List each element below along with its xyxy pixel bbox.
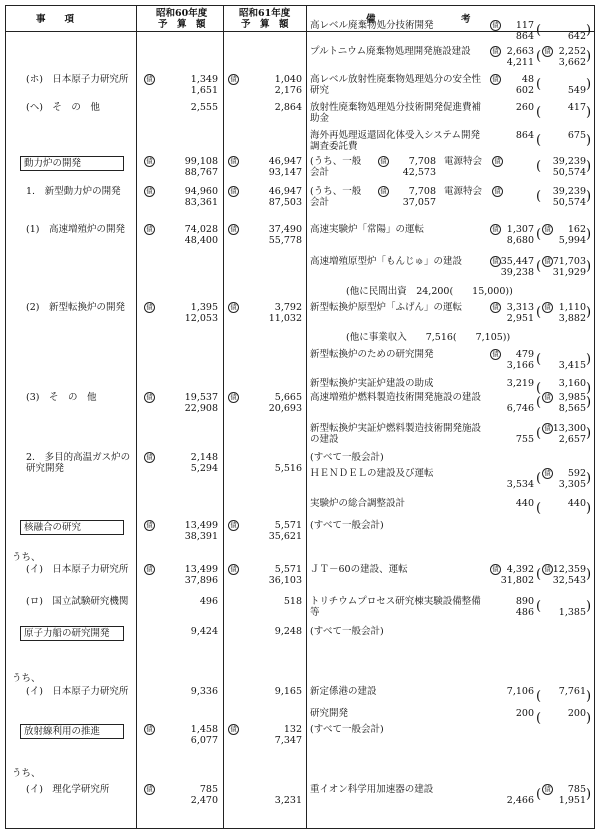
marker-icon: 債 bbox=[228, 392, 239, 403]
marker-icon: 債 bbox=[542, 46, 553, 57]
remark-fy60-amount: 117 bbox=[515, 20, 534, 31]
remark-fy61-amount: 7,761 bbox=[558, 686, 586, 697]
remark-fy60-amount: 864 bbox=[515, 130, 534, 141]
section-title: 原子力船の研究開発 bbox=[20, 626, 124, 641]
paren-close: ) bbox=[586, 133, 592, 148]
fy61-amount: 46,947 bbox=[268, 156, 302, 167]
item-label: (イ) 理化学研究所 bbox=[26, 784, 110, 795]
remark-note: (他に事業収入 7,516( 7,105)) bbox=[346, 332, 511, 343]
remark-fy60-amount: 48 bbox=[521, 74, 534, 85]
remark-fy61-amount: 12,359 bbox=[552, 564, 586, 575]
remark-fy61-amount-2: 3,882 bbox=[558, 313, 586, 324]
remark-fy60-amount: 2,663 bbox=[506, 46, 534, 57]
fy60-amount: 74,028 bbox=[184, 224, 218, 235]
remark-text: 高速増殖炉燃料製造技術開発施設の建設 bbox=[310, 392, 482, 403]
paren-open: ( bbox=[536, 711, 542, 726]
remark-fy60-amount-2: 4,211 bbox=[506, 57, 534, 68]
header-fy61: 昭和61年度 bbox=[239, 8, 291, 19]
marker-icon: 債 bbox=[490, 564, 501, 575]
paren-open: ( bbox=[536, 352, 542, 367]
remark-fy61-amount-2: 1,385 bbox=[558, 607, 586, 618]
remark-fy60-amount-2: 31,802 bbox=[500, 575, 534, 586]
remark-fy60-amount: 7,106 bbox=[506, 686, 534, 697]
fy61-amount: 518 bbox=[283, 596, 302, 607]
fy60-amount: 1,349 bbox=[190, 74, 218, 85]
remark-fy61-amount-2: 50,574 bbox=[552, 197, 586, 208]
remark-fy60-amount: 260 bbox=[515, 102, 534, 113]
remark-fy61-amount: 162 bbox=[567, 224, 586, 235]
paren-close: ) bbox=[586, 305, 592, 320]
remark-fy61-amount-2: 1,951 bbox=[558, 795, 586, 806]
fy60-amount-electric: 2,470 bbox=[190, 795, 218, 806]
fy61-amount-electric: 20,693 bbox=[268, 403, 302, 414]
column-divider bbox=[306, 6, 307, 828]
marker-icon: 債 bbox=[542, 784, 553, 795]
remark-text: プルトニウム廃棄物処理開発施設建設 bbox=[310, 46, 471, 57]
paren-open: ( bbox=[536, 787, 542, 802]
column-divider bbox=[223, 6, 224, 828]
paren-close: ) bbox=[586, 599, 592, 614]
remark-fy61-amount-2: 642 bbox=[567, 31, 586, 42]
fy60-amount: 13,499 bbox=[184, 564, 218, 575]
remark-fy60-amount: 3,313 bbox=[506, 302, 534, 313]
marker-icon: 債 bbox=[144, 520, 155, 531]
fy60-amount-electric: 1,651 bbox=[190, 85, 218, 96]
item-label: (イ) 日本原子力研究所 bbox=[26, 686, 129, 697]
remark-fy61-amount-2: 50,574 bbox=[552, 167, 586, 178]
remark-text: 研究開発 bbox=[310, 708, 349, 719]
fy60-amount: 13,499 bbox=[184, 520, 218, 531]
remark-general-amount-2: 42,573 bbox=[402, 167, 436, 178]
remark-fy61-amount-2: 3,415 bbox=[558, 360, 586, 371]
fy60-amount: 1,458 bbox=[190, 724, 218, 735]
marker-icon: 債 bbox=[542, 468, 553, 479]
marker-icon: 債 bbox=[490, 349, 501, 360]
remark-fy60-amount: 479 bbox=[515, 349, 534, 360]
remark-fy61-amount: 3,985 bbox=[558, 392, 586, 403]
remark-fy61-amount: 39,239 bbox=[552, 156, 586, 167]
marker-icon: 債 bbox=[228, 186, 239, 197]
remark-fy60-amount: 4,392 bbox=[506, 564, 534, 575]
remark-fy60-amount-2: 2,466 bbox=[506, 795, 534, 806]
item-label: (ホ) 日本原子力研究所 bbox=[26, 74, 129, 85]
marker-icon: 債 bbox=[144, 564, 155, 575]
marker-icon: 債 bbox=[490, 74, 501, 85]
remark-fy60-amount-2: 2,951 bbox=[506, 313, 534, 324]
marker-icon: 債 bbox=[144, 724, 155, 735]
fy60-amount-electric: 22,908 bbox=[184, 403, 218, 414]
marker-icon: 債 bbox=[144, 784, 155, 795]
remark-fy61-amount: 39,239 bbox=[552, 186, 586, 197]
paren-close: ) bbox=[586, 259, 592, 274]
remark-fy60-amount-2: 3,534 bbox=[506, 479, 534, 490]
paren-close: ) bbox=[586, 471, 592, 486]
remark-fy61-amount-2: 3,662 bbox=[558, 57, 586, 68]
paren-open: ( bbox=[536, 395, 542, 410]
marker-icon: 債 bbox=[228, 724, 239, 735]
remark-fy61-amount-2: 2,657 bbox=[558, 434, 586, 445]
marker-icon: 債 bbox=[490, 20, 501, 31]
fy60-amount: 2,148 bbox=[190, 452, 218, 463]
marker-icon: 債 bbox=[542, 224, 553, 235]
remark-fy61-amount: 3,160 bbox=[558, 378, 586, 389]
marker-icon: 債 bbox=[542, 256, 553, 267]
remark-fy61-amount: 592 bbox=[567, 468, 586, 479]
remark-text: 新型転換炉のための研究開発 bbox=[310, 349, 434, 360]
remark-fy60-amount-2: 755 bbox=[515, 434, 534, 445]
item-label: (イ) 日本原子力研究所 bbox=[26, 564, 129, 575]
remark-fy61-amount: 417 bbox=[567, 102, 586, 113]
fy60-amount-electric: 48,400 bbox=[184, 235, 218, 246]
remark-text: 高速増殖原型炉「もんじゅ」の建設 bbox=[310, 256, 463, 267]
paren-close: ) bbox=[586, 23, 592, 38]
paren-close: ) bbox=[586, 395, 592, 410]
item-label: (1) 高速増殖炉の開発 bbox=[26, 224, 125, 235]
marker-icon: 債 bbox=[490, 46, 501, 57]
column-divider bbox=[136, 6, 137, 828]
fy61-amount: 2,864 bbox=[274, 102, 302, 113]
sub-label: うち、 bbox=[12, 768, 41, 779]
remark-fy61-amount: 1,110 bbox=[558, 302, 586, 313]
marker-icon: 債 bbox=[228, 564, 239, 575]
marker-icon: 債 bbox=[542, 423, 553, 434]
sub-label: うち、 bbox=[12, 673, 41, 684]
paren-open: ( bbox=[536, 49, 542, 64]
paren-open: ( bbox=[536, 189, 542, 204]
fy61-amount: 46,947 bbox=[268, 186, 302, 197]
paren-close: ) bbox=[586, 159, 592, 174]
marker-icon: 債 bbox=[144, 74, 155, 85]
remark-sublabel: 電源特会 bbox=[444, 186, 483, 197]
paren-open: ( bbox=[536, 426, 542, 441]
remark-fy60-amount-2: 3,166 bbox=[506, 360, 534, 371]
item-label: 1. 新型動力炉の開発 bbox=[26, 186, 121, 197]
marker-icon: 債 bbox=[144, 392, 155, 403]
remark-text: 新定係港の建設 bbox=[310, 686, 377, 697]
section-title: 動力炉の開発 bbox=[20, 156, 124, 171]
fy60-amount-electric: 38,391 bbox=[184, 531, 218, 542]
section-title: 放射線利用の推進 bbox=[20, 724, 124, 739]
paren-open: ( bbox=[536, 305, 542, 320]
fy61-amount-electric: 55,778 bbox=[268, 235, 302, 246]
paren-open: ( bbox=[536, 599, 542, 614]
paren-open: ( bbox=[536, 133, 542, 148]
marker-icon: 債 bbox=[378, 186, 389, 197]
fy60-amount: 94,960 bbox=[184, 186, 218, 197]
remark-text: 海外再処理返還固化体受入システム開発調査委託費 bbox=[310, 130, 481, 152]
fy60-amount-electric: 37,896 bbox=[184, 575, 218, 586]
marker-icon: 債 bbox=[542, 302, 553, 313]
paren-close: ) bbox=[586, 689, 592, 704]
paren-close: ) bbox=[586, 49, 592, 64]
sub-label: うち、 bbox=[12, 552, 41, 563]
remark-fy61-amount-2: 32,543 bbox=[552, 575, 586, 586]
item-label: (ヘ) そ の 他 bbox=[26, 102, 100, 113]
remark-text: 高レベル放射性廃棄物処理処分の安全性研究 bbox=[310, 74, 482, 96]
header-fy60: 昭和60年度 bbox=[156, 8, 208, 19]
marker-icon: 債 bbox=[542, 564, 553, 575]
fy61-amount: 5,571 bbox=[274, 564, 302, 575]
marker-icon: 債 bbox=[144, 156, 155, 167]
fy61-amount: 1,040 bbox=[274, 74, 302, 85]
remark-fy61-amount: 2,252 bbox=[558, 46, 586, 57]
marker-icon: 債 bbox=[228, 302, 239, 313]
marker-icon: 債 bbox=[228, 74, 239, 85]
remark-text: (すべて一般会計) bbox=[310, 626, 384, 637]
paren-close: ) bbox=[586, 352, 592, 367]
remark-text: 高レベル廃棄物処分技術開発 bbox=[310, 20, 434, 31]
remark-text: 重イオン科学用加速器の建設 bbox=[310, 784, 434, 795]
paren-close: ) bbox=[586, 501, 592, 516]
marker-icon: 債 bbox=[144, 302, 155, 313]
marker-icon: 債 bbox=[490, 256, 501, 267]
fy61-amount-electric: 3,231 bbox=[274, 795, 302, 806]
paren-close: ) bbox=[586, 787, 592, 802]
remark-fy60-amount: 3,219 bbox=[506, 378, 534, 389]
fy61-amount: 132 bbox=[283, 724, 302, 735]
remark-fy60-amount-2: 602 bbox=[515, 85, 534, 96]
remark-text: (すべて一般会計) bbox=[310, 520, 384, 531]
fy60-amount-electric: 88,767 bbox=[184, 167, 218, 178]
item-label: (3) そ の 他 bbox=[26, 392, 97, 403]
fy61-amount-electric: 5,516 bbox=[274, 463, 302, 474]
fy60-amount: 9,336 bbox=[190, 686, 218, 697]
fy61-amount-electric: 11,032 bbox=[268, 313, 302, 324]
fy60-amount-electric: 12,053 bbox=[184, 313, 218, 324]
remark-fy60-amount: 440 bbox=[515, 498, 534, 509]
marker-icon: 債 bbox=[542, 392, 553, 403]
paren-open: ( bbox=[536, 23, 542, 38]
fy61-amount: 5,665 bbox=[274, 392, 302, 403]
remark-fy61-amount-2: 5,994 bbox=[558, 235, 586, 246]
paren-open: ( bbox=[536, 501, 542, 516]
remark-fy60-amount-2: 6,746 bbox=[506, 403, 534, 414]
remark-general-amount: 7,708 bbox=[408, 186, 436, 197]
marker-icon: 債 bbox=[490, 302, 501, 313]
fy61-amount-electric: 35,621 bbox=[268, 531, 302, 542]
paren-close: ) bbox=[586, 567, 592, 582]
fy61-amount: 3,792 bbox=[274, 302, 302, 313]
remark-sublabel: 電源特会 bbox=[444, 156, 483, 167]
fy60-amount-electric: 5,294 bbox=[190, 463, 218, 474]
remark-text: (すべて一般会計) bbox=[310, 452, 384, 463]
remark-general-amount: 7,708 bbox=[408, 156, 436, 167]
marker-icon: 債 bbox=[492, 186, 503, 197]
fy60-amount-electric: 6,077 bbox=[190, 735, 218, 746]
remark-fy61-amount-2: 8,565 bbox=[558, 403, 586, 414]
remark-fy61-amount: 71,703 bbox=[552, 256, 586, 267]
header-item: 事 項 bbox=[36, 14, 75, 25]
remark-fy60-amount: 890 bbox=[515, 596, 534, 607]
header-remarks: 備 考 bbox=[366, 14, 471, 25]
fy60-amount: 9,424 bbox=[190, 626, 218, 637]
remark-note: (他に民間出資 24,200( 15,000)) bbox=[346, 286, 513, 297]
header-fy60-sub: 予 算 額 bbox=[158, 19, 206, 30]
paren-close: ) bbox=[586, 227, 592, 242]
fy61-amount: 5,571 bbox=[274, 520, 302, 531]
fy61-amount-electric: 7,347 bbox=[274, 735, 302, 746]
paren-open: ( bbox=[536, 227, 542, 242]
fy61-amount-electric: 2,176 bbox=[274, 85, 302, 96]
remark-text: (すべて一般会計) bbox=[310, 724, 384, 735]
remark-fy60-amount: 200 bbox=[515, 708, 534, 719]
fy60-amount: 1,395 bbox=[190, 302, 218, 313]
fy61-amount: 9,165 bbox=[274, 686, 302, 697]
section-title: 核融合の研究 bbox=[20, 520, 124, 535]
remark-text: ＪＴ－60の建設、運転 bbox=[310, 564, 408, 575]
paren-close: ) bbox=[586, 105, 592, 120]
remark-text: (うち、一般会計 bbox=[310, 186, 362, 208]
remark-fy60-amount: 35,447 bbox=[500, 256, 534, 267]
marker-icon: 債 bbox=[492, 156, 503, 167]
fy60-amount: 785 bbox=[199, 784, 218, 795]
remark-text: 新型転換炉原型炉「ふげん」の運転 bbox=[310, 302, 463, 313]
remark-fy61-amount: 13,300 bbox=[552, 423, 586, 434]
fy60-amount: 496 bbox=[199, 596, 218, 607]
remark-text: トリチウムプロセス研究棟実験設備整備等 bbox=[310, 596, 481, 618]
paren-open: ( bbox=[536, 77, 542, 92]
paren-open: ( bbox=[536, 689, 542, 704]
fy61-amount: 9,248 bbox=[274, 626, 302, 637]
remark-fy61-amount: 785 bbox=[567, 784, 586, 795]
marker-icon: 債 bbox=[228, 520, 239, 531]
paren-close: ) bbox=[586, 77, 592, 92]
remark-fy60-amount-2: 8,680 bbox=[506, 235, 534, 246]
item-label: (ロ) 国立試験研究機関 bbox=[26, 596, 129, 607]
marker-icon: 債 bbox=[144, 224, 155, 235]
fy60-amount: 2,555 bbox=[190, 102, 218, 113]
remark-fy60-amount-2: 39,238 bbox=[500, 267, 534, 278]
marker-icon: 債 bbox=[144, 452, 155, 463]
paren-open: ( bbox=[536, 381, 542, 396]
paren-close: ) bbox=[586, 381, 592, 396]
fy61-amount-electric: 36,103 bbox=[268, 575, 302, 586]
paren-open: ( bbox=[536, 471, 542, 486]
fy61-amount-electric: 93,147 bbox=[268, 167, 302, 178]
item-label: 2. 多目的高温ガス炉の研究開発 bbox=[26, 452, 131, 474]
remark-text: 実験炉の総合調整設計 bbox=[310, 498, 406, 509]
fy60-amount-electric: 83,361 bbox=[184, 197, 218, 208]
fy61-amount: 37,490 bbox=[268, 224, 302, 235]
remark-text: (うち、一般会計 bbox=[310, 156, 362, 178]
fy60-amount: 19,537 bbox=[184, 392, 218, 403]
marker-icon: 債 bbox=[228, 156, 239, 167]
remark-fy61-amount: 440 bbox=[567, 498, 586, 509]
remark-fy61-amount: 675 bbox=[567, 130, 586, 141]
remark-fy61-amount-2: 549 bbox=[567, 85, 586, 96]
remark-text: 新型転換炉実証炉建設の助成 bbox=[310, 378, 434, 389]
remark-fy61-amount-2: 31,929 bbox=[552, 267, 586, 278]
marker-icon: 債 bbox=[490, 224, 501, 235]
fy61-amount-electric: 87,503 bbox=[268, 197, 302, 208]
remark-text: 放射性廃棄物処理処分技術開発促進費補助金 bbox=[310, 102, 482, 124]
remark-fy60-amount: 1,307 bbox=[506, 224, 534, 235]
remark-text: ＨＥＮＤＥＬの建設及び運転 bbox=[310, 468, 434, 479]
header-fy61-sub: 予 算 額 bbox=[241, 19, 289, 30]
remark-fy60-amount-2: 864 bbox=[515, 31, 534, 42]
remark-fy61-amount-2: 3,305 bbox=[558, 479, 586, 490]
marker-icon: 債 bbox=[144, 186, 155, 197]
marker-icon: 債 bbox=[378, 156, 389, 167]
paren-open: ( bbox=[536, 567, 542, 582]
item-label: (2) 新型転換炉の開発 bbox=[26, 302, 125, 313]
remark-text: 高速実験炉「常陽」の運転 bbox=[310, 224, 425, 235]
remark-fy61-amount: 200 bbox=[567, 708, 586, 719]
fy60-amount: 99,108 bbox=[184, 156, 218, 167]
paren-open: ( bbox=[536, 159, 542, 174]
marker-icon: 債 bbox=[228, 224, 239, 235]
paren-open: ( bbox=[536, 259, 542, 274]
remark-text: 新型転換炉実証炉燃料製造技術開発施設の建設 bbox=[310, 423, 482, 445]
paren-close: ) bbox=[586, 189, 592, 204]
remark-fy60-amount-2: 486 bbox=[515, 607, 534, 618]
remark-general-amount-2: 37,057 bbox=[402, 197, 436, 208]
budget-table bbox=[5, 5, 595, 829]
paren-close: ) bbox=[586, 711, 592, 726]
paren-close: ) bbox=[586, 426, 592, 441]
paren-open: ( bbox=[536, 105, 542, 120]
